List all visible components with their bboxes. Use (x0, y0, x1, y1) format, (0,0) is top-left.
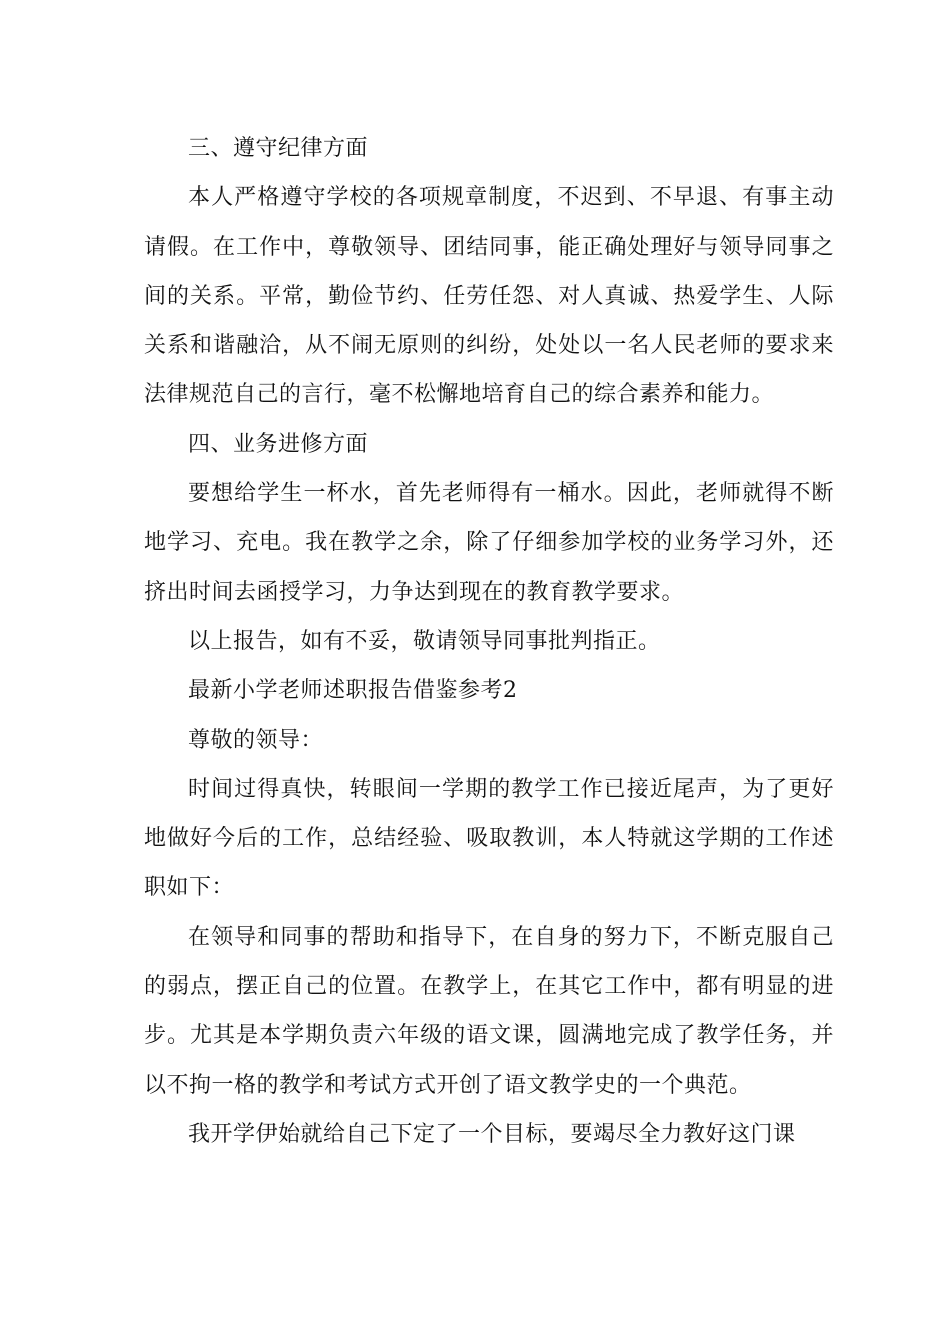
report-title-2: 最新小学老师述职报告借鉴参考2 (188, 678, 518, 704)
section-heading-discipline: 三、遵守纪律方面 (188, 136, 369, 161)
paragraph-goal: 我开学伊始就给自己下定了一个目标，要竭尽全力教好这门课 (188, 1121, 796, 1147)
paragraph-closing: 以上报告，如有不妥，敬请领导同事批判指正。 (188, 628, 661, 654)
paragraph-progress: 在领导和同事的帮助和指导下，在自身的努力下，不断克服自己的弱点，摆正自己的位置。在教学上，在其它工作中，都有明显的进步。尤其是本学期负责六年级的语文课，圆满地完成了教学任务，并以不拘一格的教学和考试方式开创了语文教学史的一个典范。 (144, 924, 834, 1098)
salutation: 尊敬的领导： (188, 727, 324, 753)
paragraph-discipline: 本人严格遵守学校的各项规章制度，不迟到、不早退、有事主动请假。在工作中，尊敬领导、团结同事，能正确处理好与领导同事之间的关系。平常，勤俭节约、任劳任怨、对人真诚、热爱学生、人际关系和谐融洽，从不闹无原则的纠纷，处处以一名人民老师的要求来法律规范自己的言行，毫不松懈地培育自己的综合素养和能力。 (144, 185, 834, 408)
section-heading-study: 四、业务进修方面 (188, 431, 369, 457)
document-page (144, 124, 834, 1159)
paragraph-intro: 时间过得真快，转眼间一学期的教学工作已接近尾声，为了更好地做好今后的工作，总结经验、吸取教训，本人特就这学期的工作述职如下： (144, 776, 834, 901)
paragraph-study: 要想给学生一杯水，首先老师得有一桶水。因此，老师就得不断地学习、充电。我在教学之余，除了仔细参加学校的业务学习外，还挤出时间去函授学习，力争达到现在的教育教学要求。 (144, 481, 834, 605)
